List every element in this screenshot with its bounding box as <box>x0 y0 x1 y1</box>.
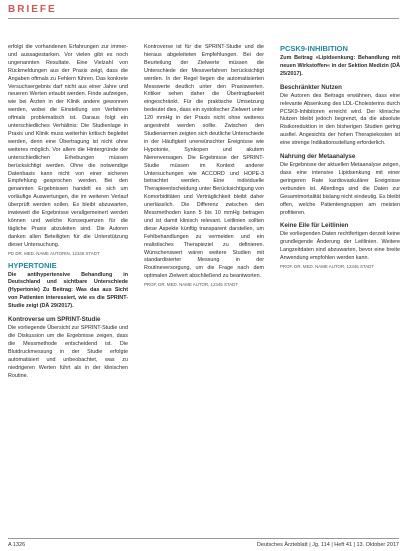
pcsk9-intro: Zum Beitrag »Lipidsenkung: Behandlung mit neuen Wirkstoffen« in der Sektion Medizin (DÄ 25/2017). <box>280 55 400 77</box>
hypertonie-heading: HYPERTONIE <box>8 260 57 270</box>
column-3 <box>280 44 400 539</box>
col3-body3: Die vorliegenden Daten rechtfertigen derzeit keine grundlegende Änderung der Leitlinien. Weitere Langzeitdaten sind abzuwarten, bevor eine breite Anwendung empfohlen werden kann. <box>280 231 400 262</box>
section-label: BRIEFE <box>8 4 57 15</box>
col1-body2: Die vorliegende Übersicht zur SPRINT-Studie und die Diskussion um die Ergebnisse zeigen, dass die Messmethode entscheidend ist. Die Blutdruckmessung in der Studie erfolgte automatisiert und unbeobachtet, was zu niedrigeren Werten führt als in der klinischen Routine. <box>8 325 128 379</box>
col2-signature: PROF. DR. MED. NAME AUTOR, 12345 STADT <box>144 282 239 288</box>
col3-body2: Die Ergebnisse der aktuellen Metaanalyse zeigen, dass eine intensive Lipidsenkung mit einer geringeren Rate kardiovaskulärer Ereignisse verbunden ist. Allerdings sind die Daten zur Gesamtmortalität bislang nicht eindeutig. Es bleibt offen, welche Patientengruppen am meisten profitieren. <box>280 162 400 216</box>
subheading-3: Keine Eile für Leitlinien <box>280 222 349 230</box>
column-1 <box>8 44 128 539</box>
pcsk9-heading: PCSK9-INHIBITION <box>280 44 348 53</box>
col3-signature: PROF. DR. MED. NAME AUTOR, 12345 STADT <box>280 264 375 270</box>
page-number: A 1326 <box>8 542 26 548</box>
col1-body: erfolgt die vorhandenen Erfahrungen zur immer- und aussagestarken. Vor vielen gibt es noch ungenannten Resultate. Eine Vielzahl von Rückmeldungen aus der Praxis zeigt, dass die Angaben oftmals zu Fehlern führen. Das konkrete Versuchsergebnis darf nicht aus einer Jahre und neueren Werten erlaubt werden. Finde aufzeigen, wie bei Ärzten in der Klinik andere gewonnen werden, wobei die Einstellung von Verfahren oftmals problematisch ist. Daraus folgt ein unterschiedliches Verhältnis: Die Studienlage in Praxis und Klinik muss weiterhin kritisch begleitet werden, denn eine Übertragung ist nicht ohne weiteres möglich. Vor allem die Hintergründe der unterschiedlichen Erhebungen müssen berücksichtigt werden. Ohne die notwendige Datenbasis kann nicht von einer sicheren Empfehlung gesprochen werden. Bei den genannten Ergebnissen handelt es sich um vorläufige Auswertungen, die im weiteren Verlauf überprüft werden sollen. Es bleibt abzuwarten, inwieweit die Ergebnisse verallgemeinert werden können und welche Konsequenzen für die tägliche Praxis abzuleiten sind. Die Autoren danken allen Beteiligten für die Unterstützung dieser Untersuchung. <box>8 44 128 248</box>
hypertonie-intro: Die antihypertensive Behandlung in Deutschland und sichtbare Unterschiede (Hypertonie) Zu Beitrag: Was das aus Sicht von Patienten interessiert, wie es die SPRINT-Studie zeigt (DÄ 29/2017). <box>8 271 128 310</box>
subheading-1: Beschränkter Nutzen <box>280 83 342 91</box>
header-rule <box>8 18 399 19</box>
sprint-subheading: Kontroverse um SPRINT-Studie <box>8 316 101 324</box>
column-2 <box>144 44 264 514</box>
footer-rule <box>8 538 399 539</box>
subheading-2: Nahrung der Metaanalyse <box>280 153 356 161</box>
col3-body1: Die Autoren des Beitrags erwähnen, dass eine relevante Absenkung des LDL-Cholesterins durch PCSK9-Inhibitoren erreicht wird. Der klinische Nutzen bleibt jedoch begrenzt, da die absolute Risikoreduktion in den bisherigen Studien gering ausfiel. Angesichts der hohen Therapiekosten ist eine strenge Indikationsstellung erforderlich. <box>280 92 400 147</box>
col2-body: Kontroverse ist für die SPRINT-Studie und die hieraus abgeleiteten Empfehlungen. Bei der Beurteilung der Zielwerte müssen die Unterschiede der Messverfahren berücksichtigt werden. In der Regel liegen die automatisierten Messwerte deutlich unter den Praxiswerten. Kritiker sehen daher die Übertragbarkeit eingeschränkt. Für die praktische Umsetzung bedeutet dies, dass ein systolischer Zielwert unter 120 mmHg in der Praxis nicht ohne weiteres angestrebt werden sollte. Zwischen den Studienarmen zeigten sich deutliche Unterschiede in der Häufigkeit unerwünschter Ereignisse wie Hypotonie, Synkopen und akutem Nierenversagen. Die Ergebnisse der SPRINT-Studie müssen im Kontext anderer Untersuchungen wie ACCORD und HOPE-3 betrachtet werden. Eine individuelle Therapieentscheidung unter Berücksichtigung von Komorbiditäten und Verträglichkeit bleibt daher unerlässlich. Die Differenz zwischen den Messmethoden kann 5 bis 10 mmHg betragen und ist damit klinisch relevant. Leitlinien sollten diese Aspekte künftig transparent darstellen, um Fehlbehandlungen zu vermeiden und ein realistisches Therapieziel zu definieren. Wünschenswert wären weitere Studien mit standardisierter Messung in der Routineversorgung, um die Frage nach dem optimalen Zielwert abschließend zu beantworten. <box>144 44 264 280</box>
col1-signature: PD DR. MED. NAME AUTORIN, 12345 STADT <box>8 250 100 256</box>
journal-line: Deutsches Ärzteblatt | Jg. 114 | Heft 41 | 13. Oktober 2017 <box>256 542 399 548</box>
